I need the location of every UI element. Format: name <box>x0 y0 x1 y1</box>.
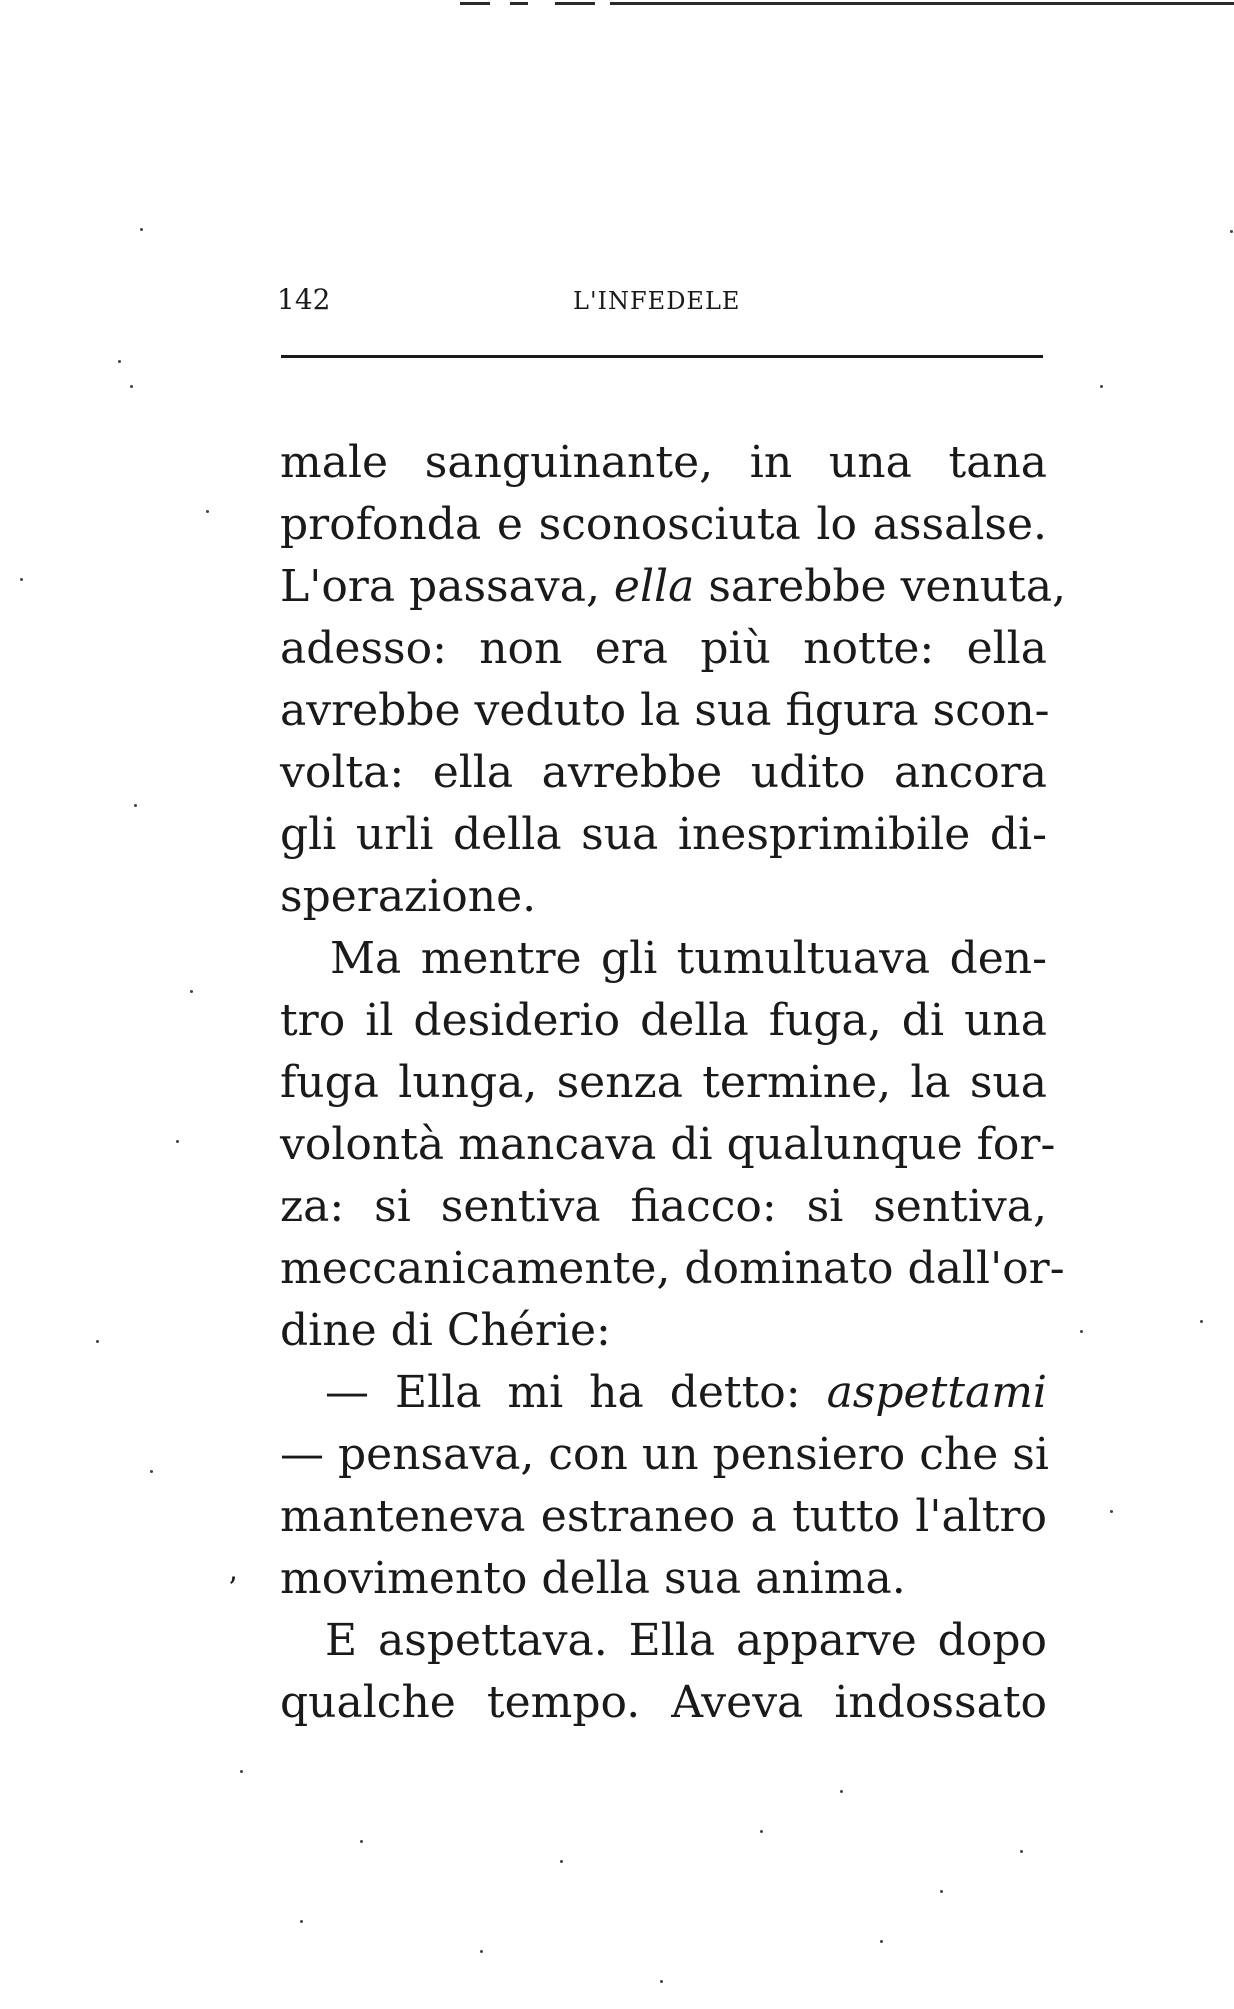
running-title: L'INFEDELE <box>573 287 741 315</box>
scan-speck <box>150 1470 153 1473</box>
text-line: gli urli della sua inesprimibile di- <box>280 809 1047 860</box>
scan-speck <box>1020 1850 1023 1853</box>
text-line: sperazione. <box>280 871 537 922</box>
margin-mark: ʼ <box>227 1572 237 1607</box>
scan-speck <box>1100 385 1103 388</box>
scan-speck <box>130 385 133 388</box>
text-line: dine di Chérie: <box>280 1305 611 1356</box>
scan-speck <box>96 1340 99 1343</box>
header-rule <box>281 355 1043 358</box>
text-line: movimento della sua anima. <box>280 1553 906 1604</box>
text-line: — pensava, con un pensiero che si <box>280 1429 1049 1480</box>
text-line: fuga lunga, senza termine, la sua <box>280 1057 1047 1108</box>
body-text <box>280 432 1067 1734</box>
scan-speck <box>360 1840 363 1843</box>
text-line: qualche tempo. Aveva indossato <box>280 1677 1047 1728</box>
scan-speck <box>940 1890 943 1893</box>
text-line: Ma mentre gli tumultuava den- <box>330 933 1047 984</box>
text-line: adesso: non era più notte: ella <box>280 623 1047 674</box>
scan-speck <box>1110 1510 1113 1513</box>
emphasis-text: aspettami <box>826 1367 1047 1418</box>
scan-speck <box>190 990 193 993</box>
scan-speck <box>1230 230 1233 233</box>
text-line: za: si sentiva fiacco: si sentiva, <box>280 1181 1047 1232</box>
emphasis-text: ella <box>613 561 695 612</box>
scan-edge-artifact <box>420 0 1234 6</box>
text-line: male sanguinante, in una tana <box>280 437 1047 488</box>
scan-speck <box>118 360 121 363</box>
scan-speck <box>760 1830 763 1833</box>
scan-speck <box>300 1920 303 1923</box>
scan-speck <box>480 1950 483 1953</box>
page-number: 142 <box>277 283 331 316</box>
text-line: volontà mancava di qualunque for- <box>280 1119 1056 1170</box>
scan-speck <box>176 1140 179 1143</box>
text-line: tro il desiderio della fuga, di una <box>280 995 1047 1046</box>
scan-speck <box>660 1980 663 1983</box>
text-line: — Ella mi ha detto: aspettami <box>325 1367 1047 1418</box>
scan-speck <box>840 1790 843 1793</box>
scan-speck <box>240 1770 243 1773</box>
text-line: manteneva estraneo a tutto l'altro <box>280 1491 1047 1542</box>
scan-speck <box>206 510 209 513</box>
text-line: meccanicamente, dominato dall'or- <box>280 1243 1065 1294</box>
scan-speck <box>1080 1330 1083 1333</box>
scan-speck <box>134 804 137 807</box>
scan-speck <box>1200 1320 1203 1323</box>
scan-speck <box>560 1860 563 1863</box>
text-line: L'ora passava, ella sarebbe venuta, <box>280 561 1067 612</box>
scan-speck <box>20 578 23 581</box>
running-header <box>277 283 1042 323</box>
text-line: profonda e sconosciuta lo assalse. <box>280 499 1047 550</box>
text-line: E aspettava. Ella apparve dopo <box>325 1615 1047 1666</box>
text-line: avrebbe veduto la sua figura scon- <box>280 685 1050 736</box>
scan-speck <box>140 228 143 231</box>
text-line: volta: ella avrebbe udito ancora <box>280 747 1047 798</box>
scan-speck <box>880 1940 883 1943</box>
